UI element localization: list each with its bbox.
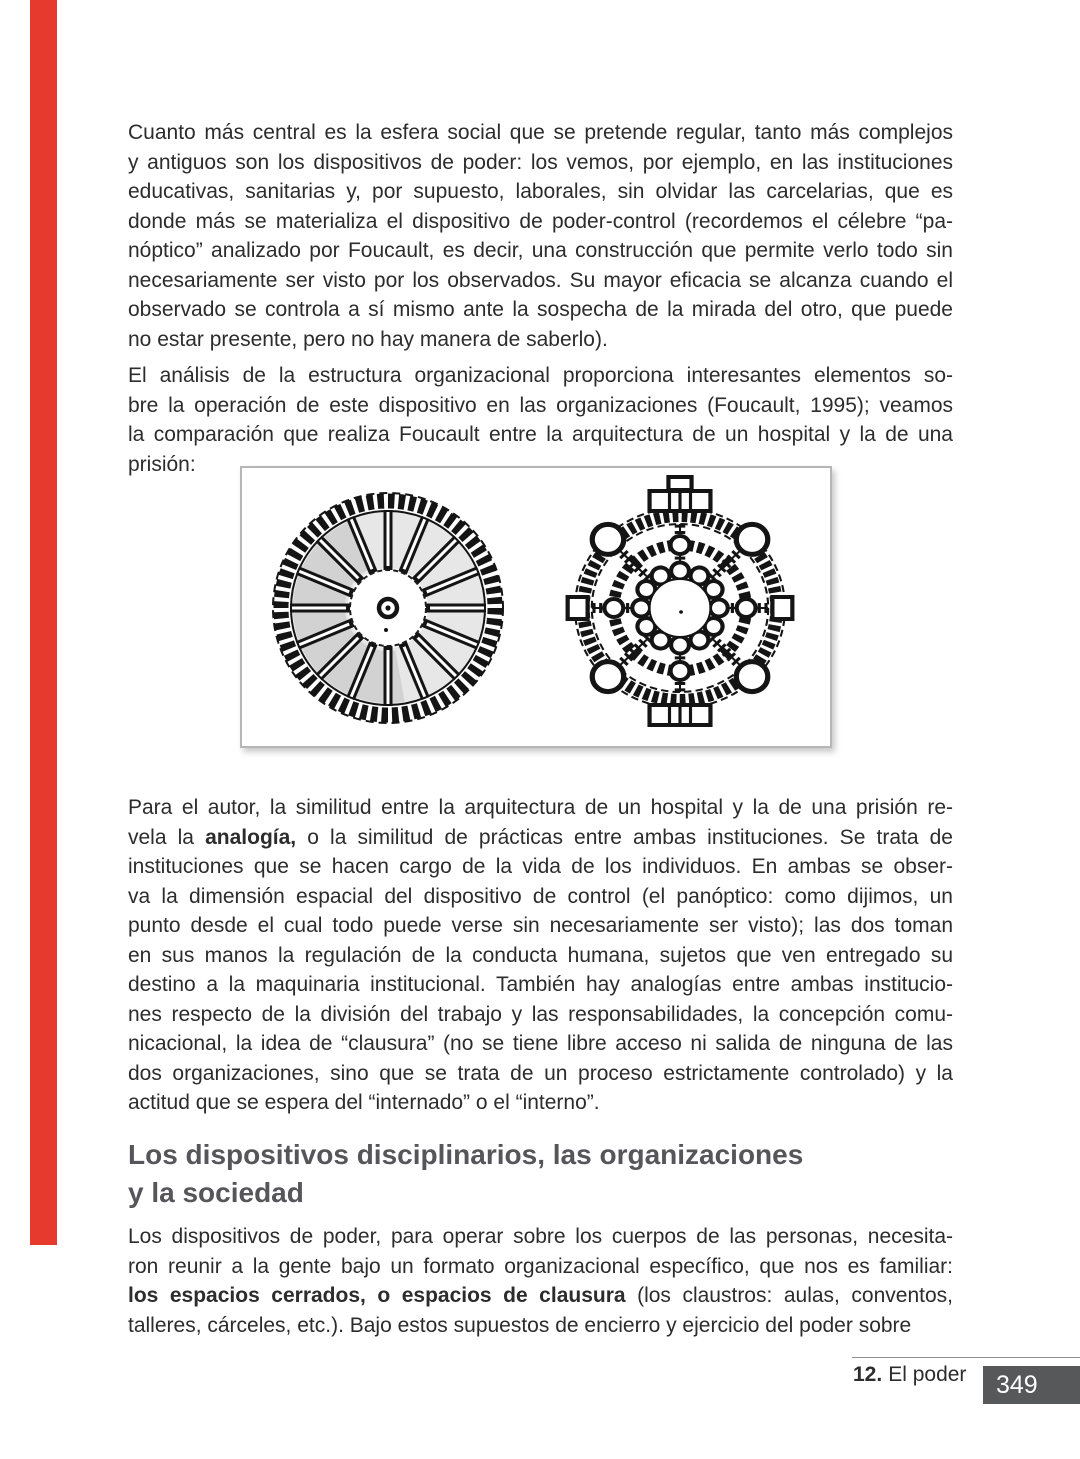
text-line: ron reunir a la gente bajo un formato organizacional específico, que nos es familiar: [128,1254,953,1278]
text-line: va la dimensión espacial del dispositivo de control (el panóptico: como dijimos, un [128,884,953,908]
text-line: punto desde el cual todo puede verse sin necesariamente ser visto); las dos toman [128,914,953,937]
section-heading [128,1136,953,1212]
text-line: actitud que se espera del “internado” o el “interno”. [128,1091,600,1114]
figure-panopticon-comparison [240,466,832,748]
text-line: Los dispositivos de poder, para operar sobre los cuerpos de las personas, necesita- [128,1225,953,1248]
text-line: la comparación que realiza Foucault entre la arquitectura de un hospital y la de una [128,423,953,446]
paragraph-1 [128,118,953,354]
prison-plan-diagram [568,477,793,725]
footer-chapter [853,1363,966,1387]
text-line: talleres, cárceles, etc.). Bajo estos supuestos de encierro y ejercicio del poder sobre [128,1313,912,1337]
paragraph-2 [128,361,953,479]
text-line: dos organizaciones, sino que se trata de un proceso estrictamente controlado) y la [128,1061,953,1085]
hospital-plan-diagram [273,493,503,723]
text-line: donde más se materializa el dispositivo de poder-control (recordemos el célebre “pa- [128,209,953,233]
text-line: nes respecto de la división del trabajo y las responsabilidades, la concepción comu- [128,1002,953,1026]
section-heading-line: Los dispositivos disciplinarios, las organizaciones [128,1139,804,1170]
text-line: no estar presente, pero no hay manera de saberlo). [128,327,608,351]
footer-chapter-number: 12. [853,1363,883,1386]
text-line: prisión: [128,452,196,476]
footer-chapter-title: El poder [888,1363,967,1386]
text-line: en sus manos la regulación de la conducta humana, sujetos que ven entregado su [128,943,953,967]
text-line: nicacional, la idea de “clausura” (no se tiene libre acceso ni salida de ninguna de las [128,1032,953,1055]
text-line: educativas, sanitarias y, por supuesto, laborales, sin olvidar las carcelarias, que es [128,180,953,203]
text-line: necesariamente ser visto por los observados. Su mayor eficacia se alcanza cuando el [128,268,953,292]
page-number: 349 [996,1371,1038,1399]
page-number-tab [983,1366,1080,1404]
text-line: Para el autor, la similitud entre la arquitectura de un hospital y la de una prisión re- [128,796,953,819]
page-edge-red-bar [30,0,57,1245]
text-line: El análisis de la estructura organizacional proporciona interesantes elementos so- [128,364,953,387]
text-line: Cuanto más central es la esfera social que se pretende regular, tanto más complejos [128,121,953,144]
paragraph-4 [128,1222,953,1340]
text-line: los espacios cerrados, o espacios de clausura (los claustros: aulas, conventos, [128,1284,953,1307]
text-line: nóptico” analizado por Foucault, es decir, una construcción que permite verlo todo sin [128,239,953,262]
section-heading-line: y la sociedad [128,1177,304,1208]
text-line: instituciones que se hacen cargo de la vida de los individuos. En ambas se obser- [128,855,953,878]
text-line: bre la operación de este dispositivo en las organizaciones (Foucault, 1995); veamos [128,393,953,417]
text-line: destino a la maquinaria institucional. También hay analogías entre ambas institucio- [128,973,953,996]
paragraph-3 [128,793,953,1118]
text-line: y antiguos son los dispositivos de poder: los vemos, por ejemplo, en las instituciones [128,150,953,174]
text-line: vela la analogía, o la similitud de prácticas entre ambas instituciones. Se trata de [128,825,953,849]
footer-rule [852,1357,1080,1358]
text-line: observado se controla a sí mismo ante la sospecha de la mirada del otro, que puede [128,298,953,321]
